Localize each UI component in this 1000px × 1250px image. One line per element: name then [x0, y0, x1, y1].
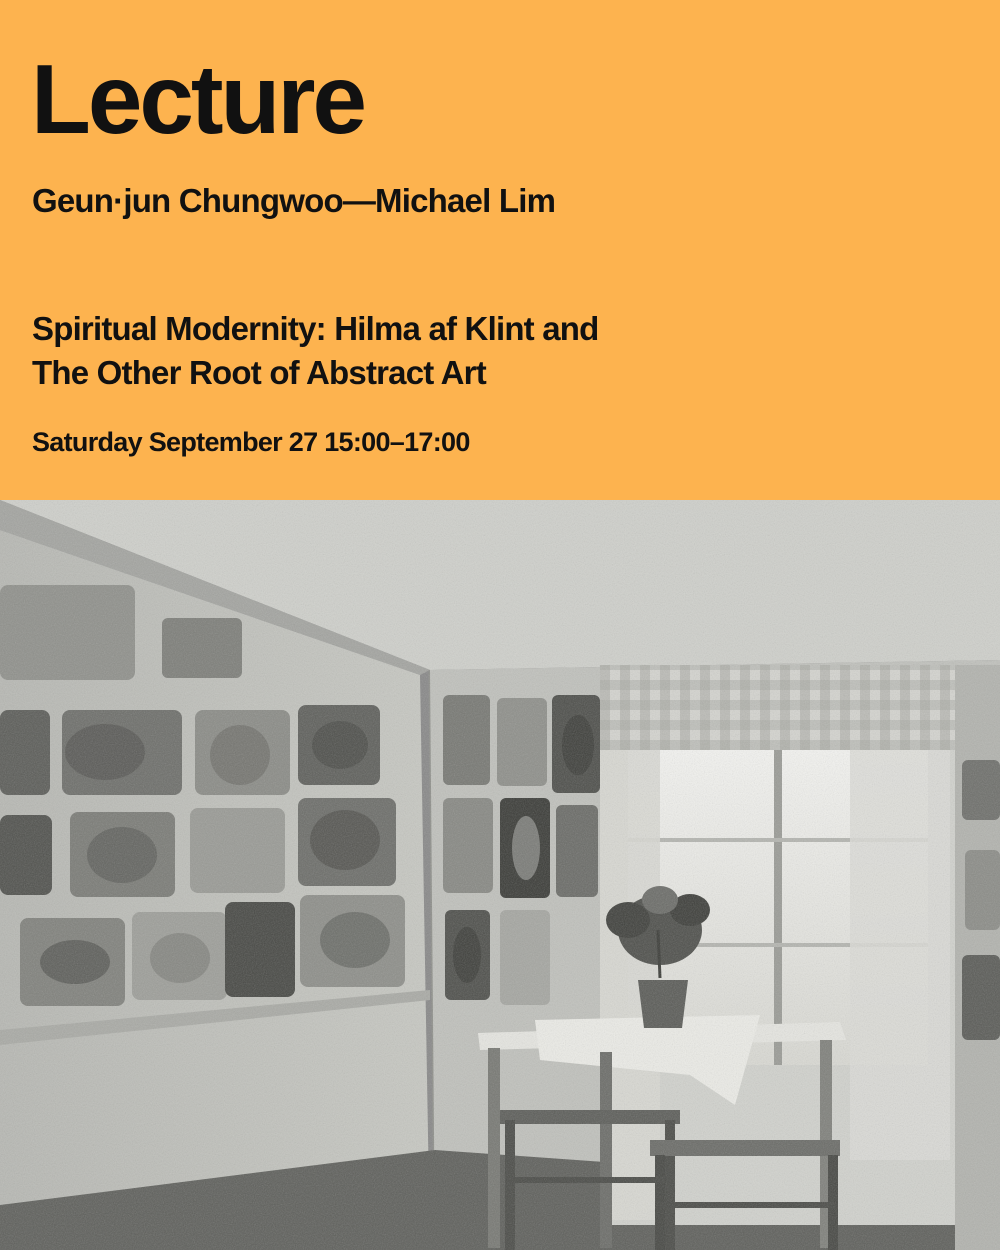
room-photo-illustration — [0, 500, 1000, 1250]
lecture-datetime: Saturday September 27 15:00–17:00 — [32, 427, 470, 457]
exhibition-room-photo — [0, 500, 1000, 1250]
lecture-title-line-1: Spiritual Modernity: Hilma af Klint and — [32, 310, 599, 347]
speaker-names: Geun·jun Chungwoo—Michael Lim — [32, 182, 556, 219]
lecture-title — [32, 307, 599, 394]
lecture-title-line-2: The Other Root of Abstract Art — [32, 353, 486, 391]
photo-grain — [0, 500, 1000, 1250]
poster-title: Lecture — [31, 44, 365, 154]
poster-header — [0, 0, 1000, 500]
